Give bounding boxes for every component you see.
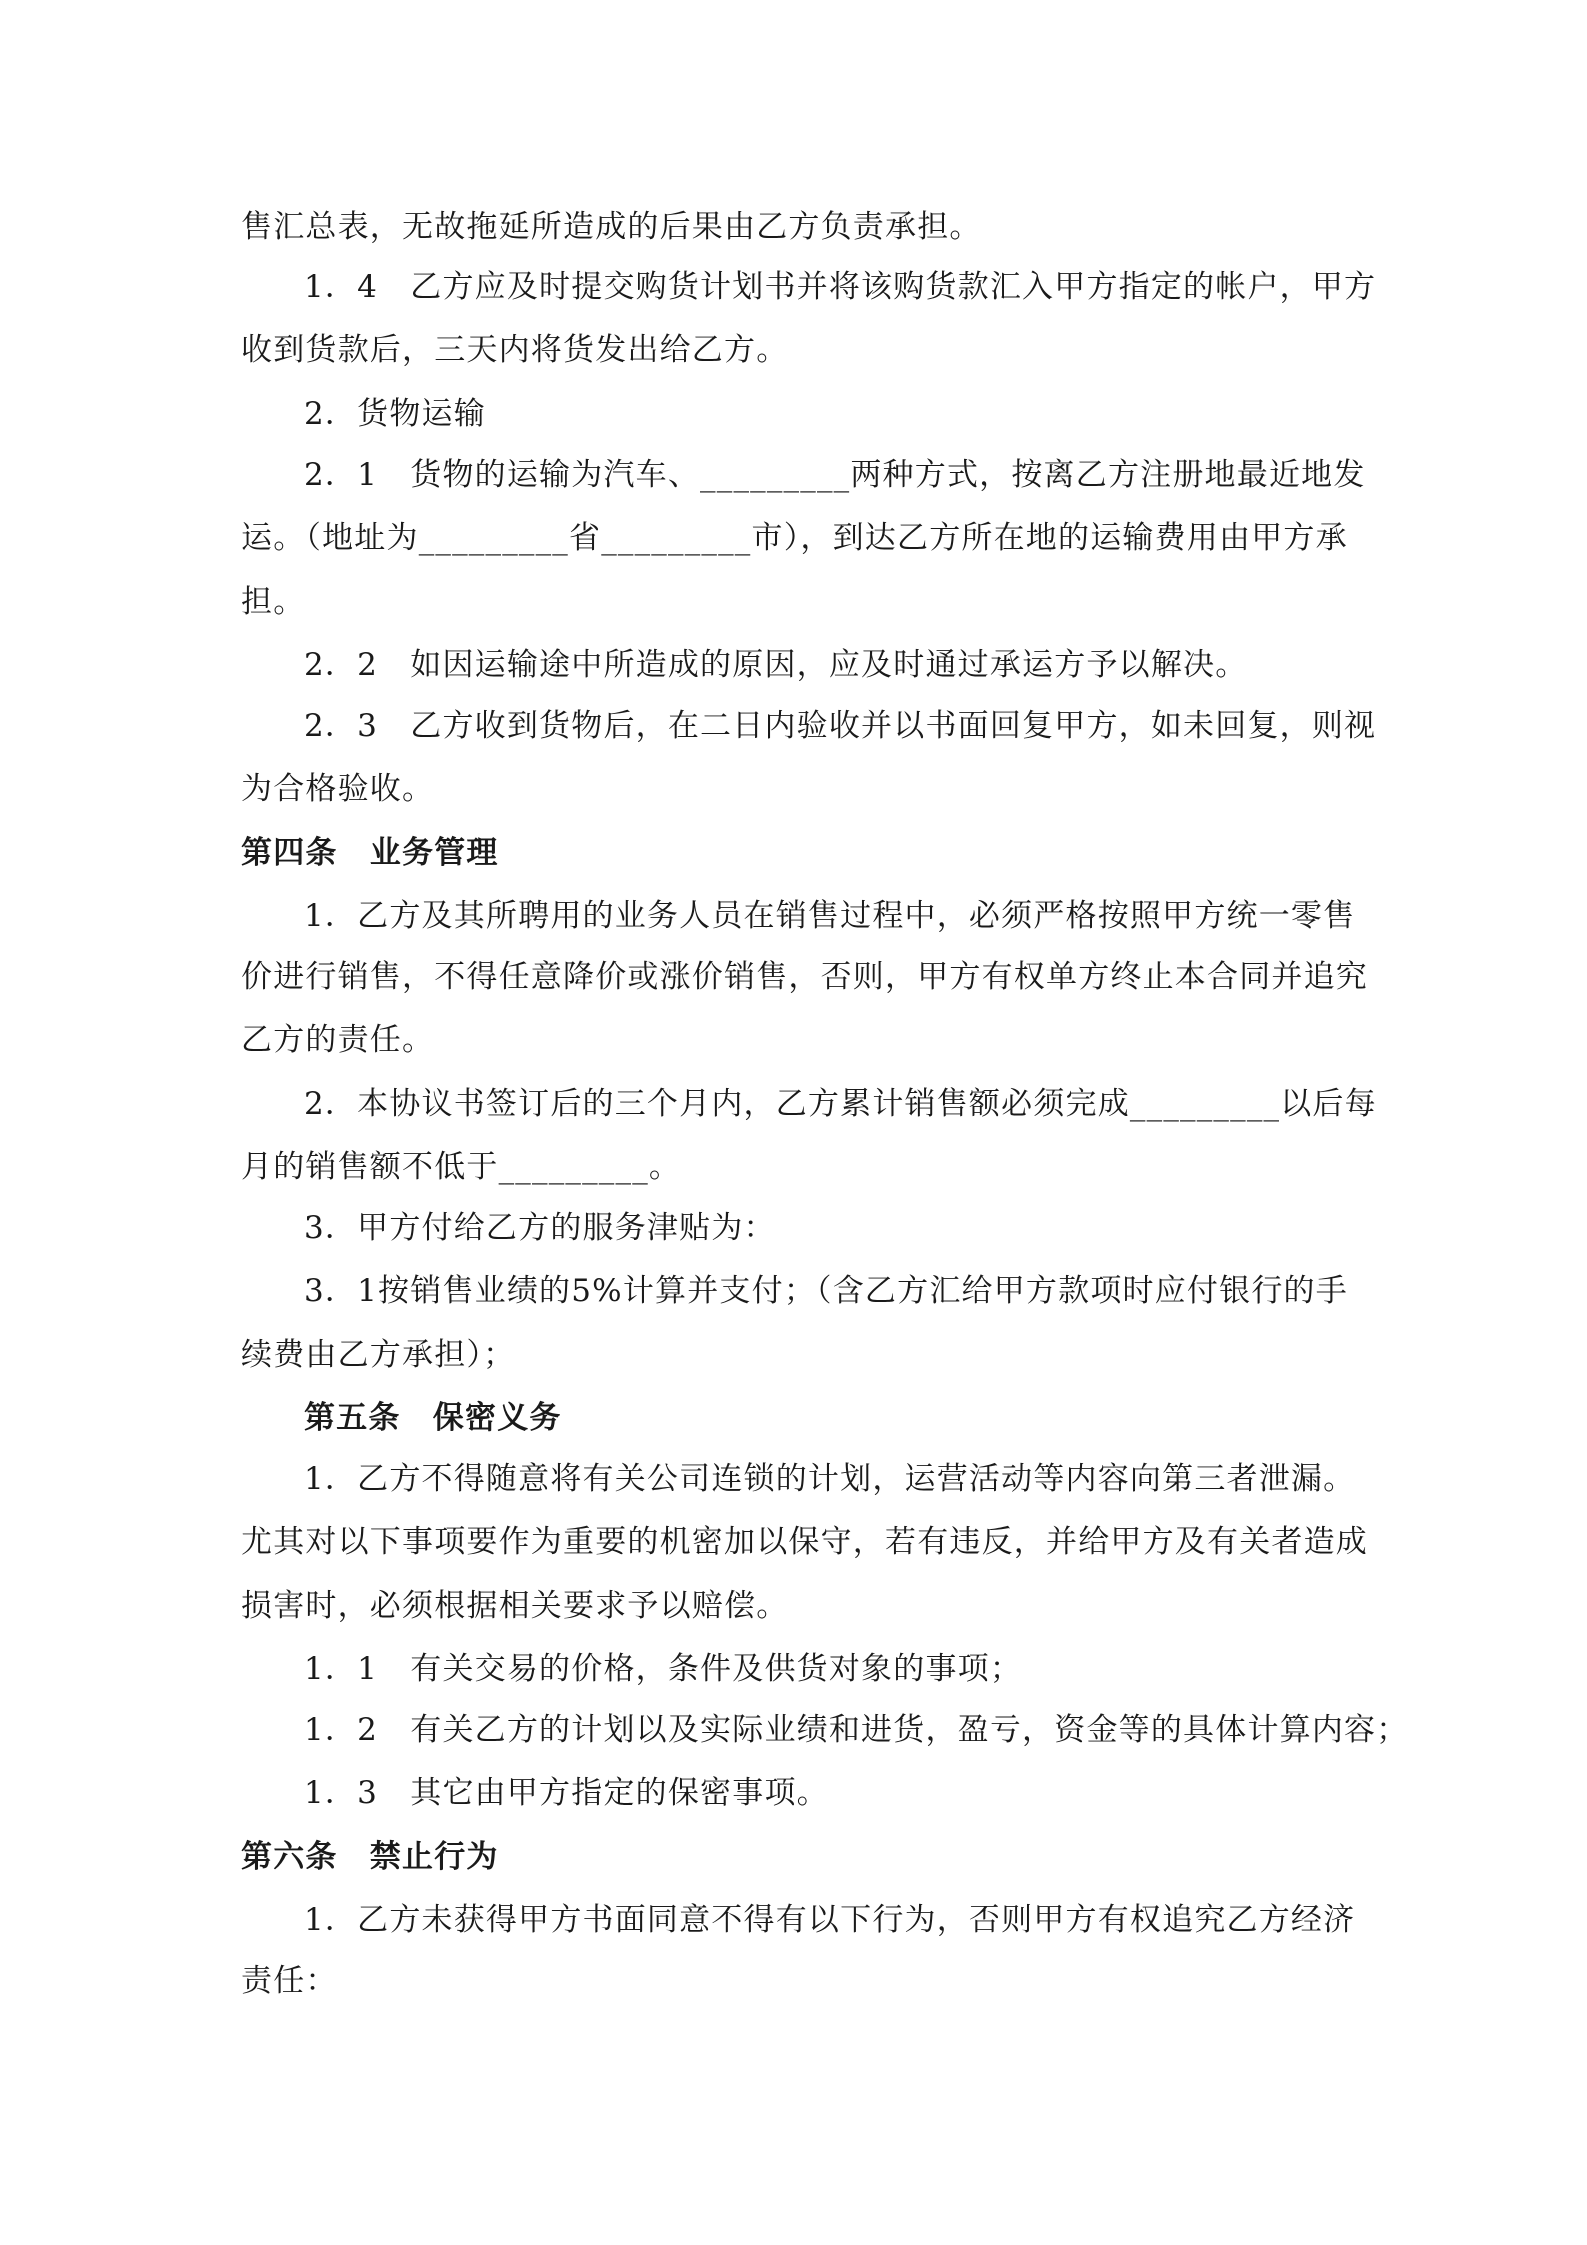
paragraph-line: 2．货物运输 xyxy=(304,396,486,432)
paragraph-line: 1．乙方未获得甲方书面同意不得有以下行为，否则甲方有权追究乙方经济 xyxy=(304,1902,1356,1938)
section-heading: 第五条 保密义务 xyxy=(304,1400,562,1436)
paragraph-line: 月的销售额不低于_________。 xyxy=(241,1149,682,1185)
paragraph-line: 1．2 有关乙方的计划以及实际业绩和进货，盈亏，资金等的具体计算内容； xyxy=(304,1712,1409,1748)
paragraph-line: 运。（地址为_________省_________市），到达乙方所在地的运输费用由甲方承 xyxy=(241,520,1348,556)
paragraph-line: 损害时，必须根据相关要求予以赔偿。 xyxy=(241,1588,789,1624)
paragraph-line: 3．1按销售业绩的5%计算并支付；（含乙方汇给甲方款项时应付银行的手 xyxy=(304,1273,1348,1309)
paragraph-line: 3．甲方付给乙方的服务津贴为： xyxy=(304,1210,776,1246)
section-heading: 第六条 禁止行为 xyxy=(241,1839,499,1875)
paragraph-line: 2．本协议书签订后的三个月内，乙方累计销售额必须完成_________以后每 xyxy=(304,1086,1377,1122)
paragraph-line: 尤其对以下事项要作为重要的机密加以保守，若有违反，并给甲方及有关者造成 xyxy=(241,1524,1368,1560)
paragraph-line: 续费由乙方承担）； xyxy=(241,1337,516,1373)
paragraph-line: 1．1 有关交易的价格，条件及供货对象的事项； xyxy=(304,1651,1023,1687)
paragraph-line: 售汇总表，无故拖延所造成的后果由乙方负责承担。 xyxy=(241,209,982,245)
paragraph-line: 2．1 货物的运输为汽车、_________两种方式，按离乙方注册地最近地发 xyxy=(304,457,1366,493)
paragraph-line: 乙方的责任。 xyxy=(241,1022,435,1058)
paragraph-line: 2．2 如因运输途中所造成的原因，应及时通过承运方予以解决。 xyxy=(304,647,1248,683)
paragraph-line: 为合格验收。 xyxy=(241,771,435,807)
paragraph-line: 2．3 乙方收到货物后，在二日内验收并以书面回复甲方，如未回复，则视 xyxy=(304,708,1377,744)
paragraph-line: 1．4 乙方应及时提交购货计划书并将该购货款汇入甲方指定的帐户，甲方 xyxy=(304,269,1377,305)
paragraph-line: 1．乙方及其所聘用的业务人员在销售过程中，必须严格按照甲方统一零售 xyxy=(304,898,1356,934)
paragraph-line: 责任： xyxy=(241,1963,338,1999)
paragraph-line: 1．3 其它由甲方指定的保密事项。 xyxy=(304,1775,829,1811)
paragraph-line: 1．乙方不得随意将有关公司连锁的计划，运营活动等内容向第三者泄漏。 xyxy=(304,1461,1356,1497)
paragraph-line: 担。 xyxy=(241,584,306,620)
paragraph-line: 价进行销售，不得任意降价或涨价销售，否则，甲方有权单方终止本合同并追究 xyxy=(241,959,1368,995)
paragraph-line: 收到货款后，三天内将货发出给乙方。 xyxy=(241,332,789,368)
section-heading: 第四条 业务管理 xyxy=(241,835,499,871)
